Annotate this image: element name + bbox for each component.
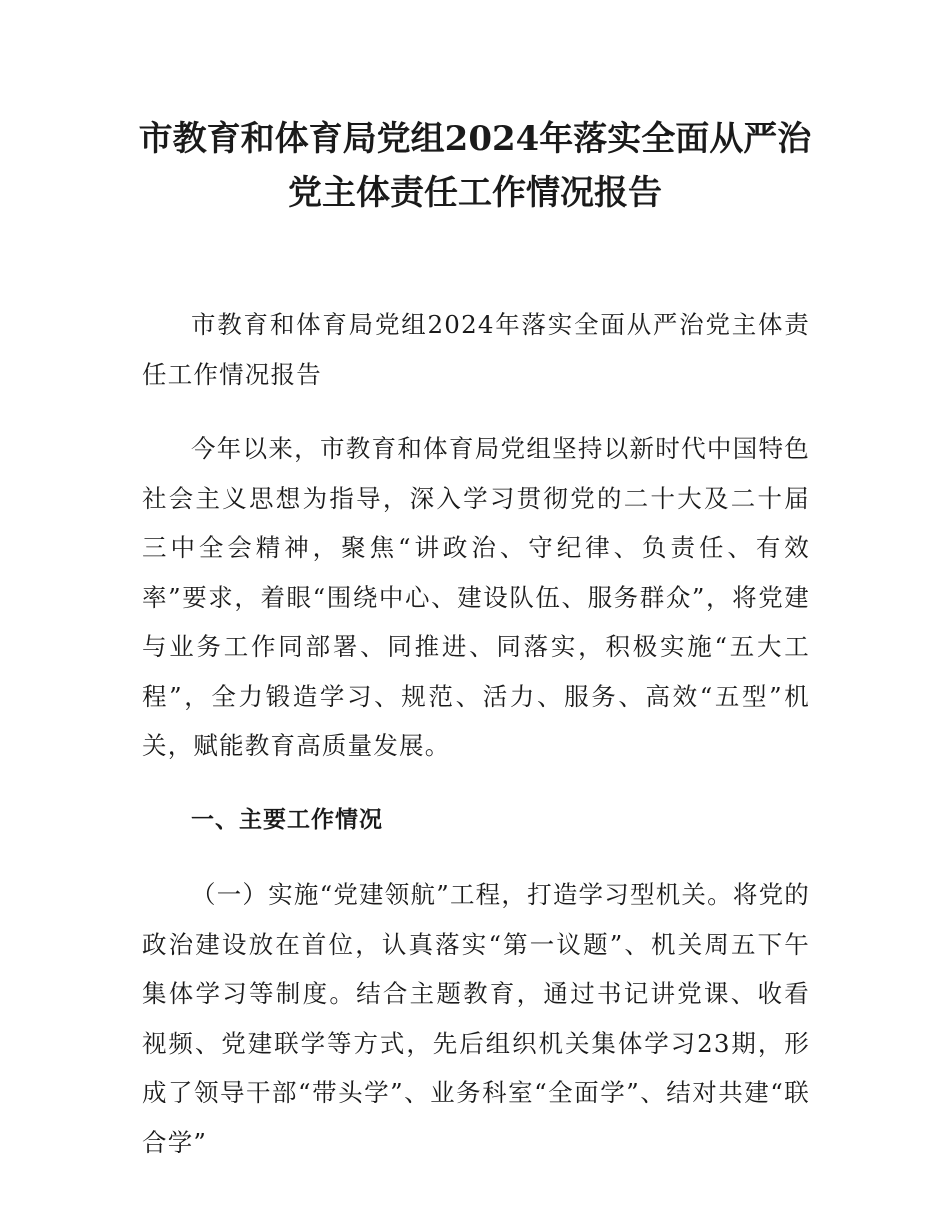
document-title xyxy=(100,112,850,220)
section-heading: 一、主要工作情况 xyxy=(191,806,383,833)
section-paragraph: （一）实施“党建领航”工程，打造学习型机关。将党的政治建设放在首位，认真落实“第一议题”、机关周五下午集体学习等制度。结合主题教育，通过书记讲党课、收看视频、党建联学等方式，先后组织机关集体学习23期，形成了领导干部“带头学”、业务科室“全面学”、结对共建“联合学” xyxy=(142,880,810,1157)
title-line-2: 党主体责任工作情况报告 xyxy=(288,173,662,213)
intro-paragraph: 今年以来，市教育和体育局党组坚持以新时代中国特色社会主义思想为指导，深入学习贯彻党的二十大及二十届三中全会精神，聚焦“讲政治、守纪律、负责任、有效率”要求，着眼“围绕中心、建设队伍、服务群众”，将党建与业务工作同部署、同推进、同落实，积极实施“五大工程”，全力锻造学习、规范、活力、服务、高效“五型”机关，赋能教育高质量发展。 xyxy=(142,434,810,760)
title-line-1: 市教育和体育局党组2024年落实全面从严治 xyxy=(138,119,812,159)
subtitle-paragraph: 市教育和体育局党组2024年落实全面从严治党主体责任工作情况报告 xyxy=(142,310,810,389)
document-body xyxy=(142,300,810,1167)
